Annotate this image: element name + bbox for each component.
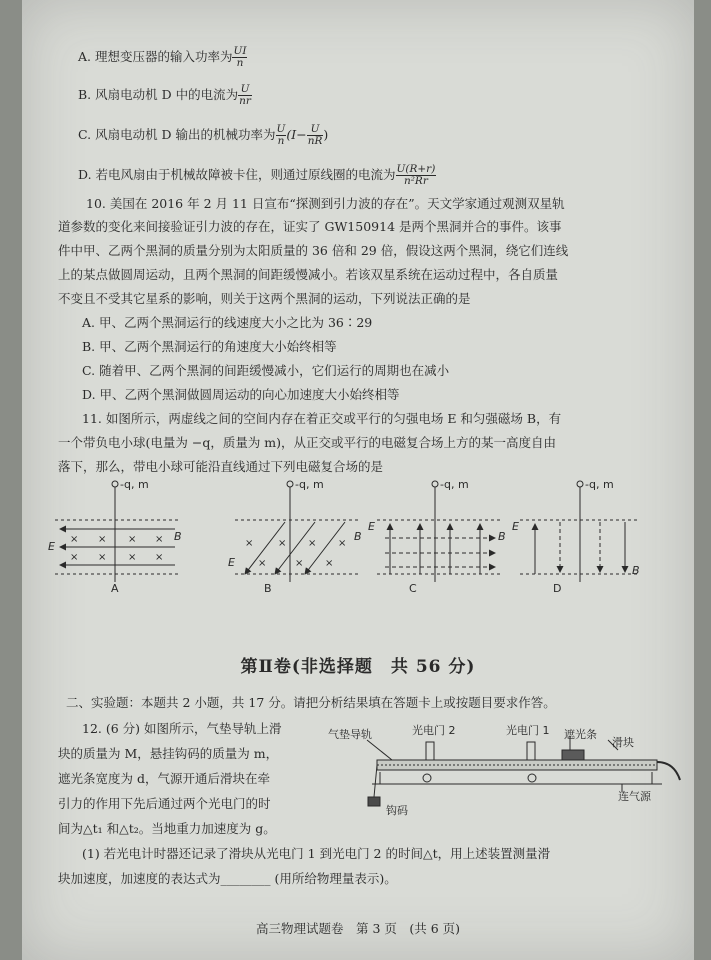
fig-label-gate1: 光电门 1 [506, 724, 550, 737]
fig-label-air-track: 气垫导轨 [328, 728, 372, 741]
svg-text:×: × [98, 552, 107, 563]
figure-d [520, 481, 640, 582]
field-b-label: B [354, 530, 362, 543]
q10-option-a: A. 甲、乙两个黑洞运行的线速度大小之比为 36∶29 [82, 315, 373, 330]
page-footer: 高三物理试题卷 第 3 页 (共 6 页) [255, 921, 461, 936]
figure-label-a: A [111, 582, 119, 595]
svg-text:×: × [325, 558, 334, 569]
figure-label-c: C [409, 582, 417, 595]
svg-text:×: × [308, 538, 317, 549]
fraction: $\frac{U}{nr}$ [239, 83, 251, 107]
figure-c [377, 481, 500, 582]
svg-text:×: × [70, 534, 79, 545]
fig-label-slider: 滑块 [612, 736, 634, 749]
q12-line: 间为△t₁ 和△t₂。当地重力加速度为 g。 [58, 821, 276, 836]
q12-sub1-line: (1) 若光电计时器还记录了滑块从光电门 1 到光电门 2 的时间△t，用上述装置测量滑 [82, 846, 551, 861]
field-b-label: B [632, 564, 640, 577]
q10-line: 道参数的变化来间接验证引力波的存在，证实了 GW150914 是两个黑洞并合的事件。该事 [58, 219, 562, 234]
svg-text:×: × [155, 534, 164, 545]
q10-option-b: B. 甲、乙两个黑洞运行的角速度大小始终相等 [82, 339, 337, 354]
q10-line: 上的某点做圆周运动，且两个黑洞的间距缓慢减小。若该双星系统在运动过程中，各自质量 [58, 267, 559, 282]
q10-line: 不变且不受其它星系的影响，则关于这两个黑洞的运动，下列说法正确的是 [58, 291, 471, 306]
figure-label-b: B [264, 582, 272, 595]
fraction: $\frac{U}{nR}$ [307, 123, 323, 147]
q9-option-c: C. 风扇电动机 D 输出的机械功率为 $\frac{U}{n}$ (I− $\frac{U}{nR}$ ) [78, 123, 329, 147]
svg-text:×: × [295, 558, 304, 569]
q12-line: 遮光条宽度为 d，气源开通后滑块在牵 [58, 771, 270, 786]
svg-text:×: × [245, 538, 254, 549]
fraction: $\frac{U(R+r)}{\text{n²Rr}}$ [396, 163, 436, 187]
section-heading: 二、实验题：本题共 2 小题，共 17 分。请把分析结果填在答题卡上或按题目要求作答。 [66, 695, 556, 710]
q12-line: 引力的作用下先后通过两个光电门的时 [58, 796, 271, 811]
svg-text:×: × [70, 552, 79, 563]
q12-sub1-line: 块加速度，加速度的表达式为________ (用所给物理量表示)。 [58, 871, 397, 886]
fig-label-gate2: 光电门 2 [412, 724, 456, 737]
svg-text:×: × [155, 552, 164, 563]
fig-label-shade-strip: 遮光条 [564, 728, 597, 741]
field-e-label: E [48, 540, 55, 553]
field-e-label: E [228, 556, 235, 569]
q11-line: 一个带负电小球(电量为 −q，质量为 m)，从正交或平行的电磁复合场上方的某一高度自由 [58, 435, 557, 450]
q11-line: 11. 如图所示，两虚线之间的空间内存在着正交或平行的匀强电场 E 和匀强磁场 B，有 [82, 411, 562, 426]
q12-line: 块的质量为 M，悬挂钩码的质量为 m， [58, 746, 279, 761]
charge-label: -q, m [440, 478, 469, 491]
field-e-label: E [368, 520, 375, 533]
svg-text:×: × [278, 538, 287, 549]
field-e-label: E [512, 520, 519, 533]
svg-text:×: × [128, 534, 137, 545]
q9-option-b: B. 风扇电动机 D 中的电流为 $\frac{U}{nr}$ [78, 83, 251, 107]
figure-b [235, 481, 358, 582]
field-b-label: B [174, 530, 182, 543]
charge-label: -q, m [585, 478, 614, 491]
fraction: $\frac{U}{n}$ [276, 123, 286, 147]
svg-text:×: × [338, 538, 347, 549]
svg-text:×: × [98, 534, 107, 545]
fig-label-air-source: 连气源 [618, 790, 651, 803]
q9-option-d: D. 若电风扇由于机械故障被卡住，则通过原线圈的电流为 $\frac{U(R+r)}{\text{n²Rr}}$ [78, 163, 436, 187]
svg-text:×: × [128, 552, 137, 563]
q10-line: 10. 美国在 2016 年 2 月 11 日宣布“探测到引力波的存在”。天文学家通过观测双星轨 [86, 196, 565, 211]
q12-line: 12. (6 分) 如图所示，气垫导轨上滑 [82, 721, 282, 736]
q10-option-d: D. 甲、乙两个黑洞做圆周运动的向心加速度大小始终相等 [82, 387, 400, 402]
exam-page [22, 0, 694, 960]
q10-line: 件中甲、乙两个黑洞的质量分别为太阳质量的 36 倍和 29 倍，假设这两个黑洞，绕它们连线 [58, 243, 569, 258]
charge-label: -q, m [295, 478, 324, 491]
svg-text:×: × [258, 558, 267, 569]
figure-label-d: D [553, 582, 562, 595]
part-ii-title: 第Ⅱ卷(非选择题 共 56 分) [240, 657, 476, 677]
charge-label: -q, m [120, 478, 149, 491]
q9-option-a: A. 理想变压器的输入功率为 $\frac{UI}{n}$ [78, 45, 247, 69]
field-b-label: B [498, 530, 506, 543]
fraction: $\frac{UI}{n}$ [233, 45, 247, 69]
q11-line: 落下，那么，带电小球可能沿直线通过下列电磁复合场的是 [58, 459, 384, 474]
q10-option-c: C. 随着甲、乙两个黑洞的间距缓慢减小，它们运行的周期也在减小 [82, 363, 450, 378]
fig-label-hook-weight: 钩码 [386, 804, 408, 817]
figure-a [55, 481, 180, 582]
